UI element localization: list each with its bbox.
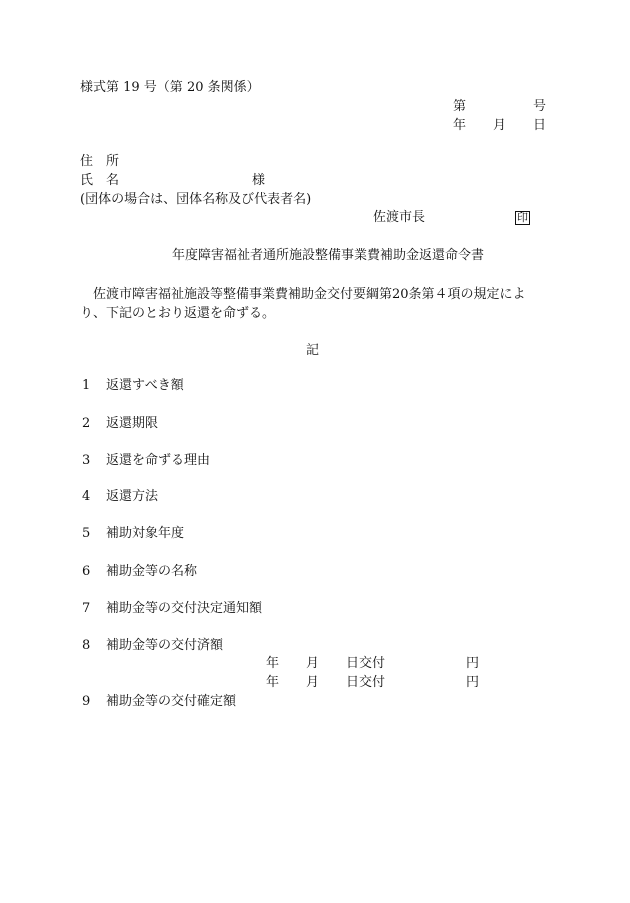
item-8-number: 8 [82, 638, 91, 653]
item-6-label: 補助金等の名称 [106, 564, 198, 579]
honorific: 様 [252, 173, 266, 188]
date-day: 日 [533, 118, 547, 133]
number-dai: 第 [453, 99, 467, 114]
payment-row-1-day: 日交付 [346, 656, 386, 671]
seal-mark: 印 [517, 211, 529, 224]
date-month: 月 [493, 118, 507, 133]
item-1-number: 1 [82, 378, 91, 393]
payment-row-2-day: 日交付 [346, 675, 386, 690]
item-9-label: 補助金等の交付確定額 [106, 694, 237, 709]
item-1-label: 返還すべき額 [106, 378, 184, 393]
item-2-label: 返還期限 [106, 416, 159, 431]
group-note: (団体の場合は、団体名称及び代表者名) [80, 192, 312, 207]
name-label: 氏 名 [80, 173, 120, 188]
payment-row-2-year: 年 [266, 675, 280, 690]
ki-heading: 記 [306, 343, 320, 358]
issuer-title: 佐渡市長 [373, 210, 426, 225]
address-label: 住 所 [80, 154, 120, 169]
item-9-number: 9 [82, 694, 91, 709]
item-3-label: 返還を命ずる理由 [106, 453, 211, 468]
item-3-number: 3 [82, 453, 91, 468]
item-7-number: 7 [82, 601, 91, 616]
issuer-line [373, 210, 530, 226]
payment-row-2-month: 月 [306, 675, 320, 690]
payment-row-1-month: 月 [306, 656, 320, 671]
form-label: 様式第 19 号（第 20 条関係） [80, 80, 260, 95]
item-6-number: 6 [82, 564, 91, 579]
payment-row-1-yen: 円 [466, 656, 480, 671]
payment-row-1-year: 年 [266, 656, 280, 671]
item-4-number: 4 [82, 489, 91, 504]
item-2-number: 2 [82, 416, 91, 431]
item-4-label: 返還方法 [106, 489, 159, 504]
item-8-label: 補助金等の交付済額 [106, 638, 224, 653]
document-title: 年度障害福祉者通所施設整備事業費補助金返還命令書 [172, 248, 485, 263]
number-go: 号 [533, 99, 547, 114]
payment-row-2-yen: 円 [466, 675, 480, 690]
item-5-label: 補助対象年度 [106, 526, 185, 541]
item-5-number: 5 [82, 526, 91, 541]
body-paragraph: 佐渡市障害福祉施設等整備事業費補助金交付要綱第20条第４項の規定により、下記のとおり返還を命ずる。 [80, 287, 526, 321]
date-year: 年 [453, 118, 467, 133]
item-7-label: 補助金等の交付決定通知額 [106, 601, 263, 616]
